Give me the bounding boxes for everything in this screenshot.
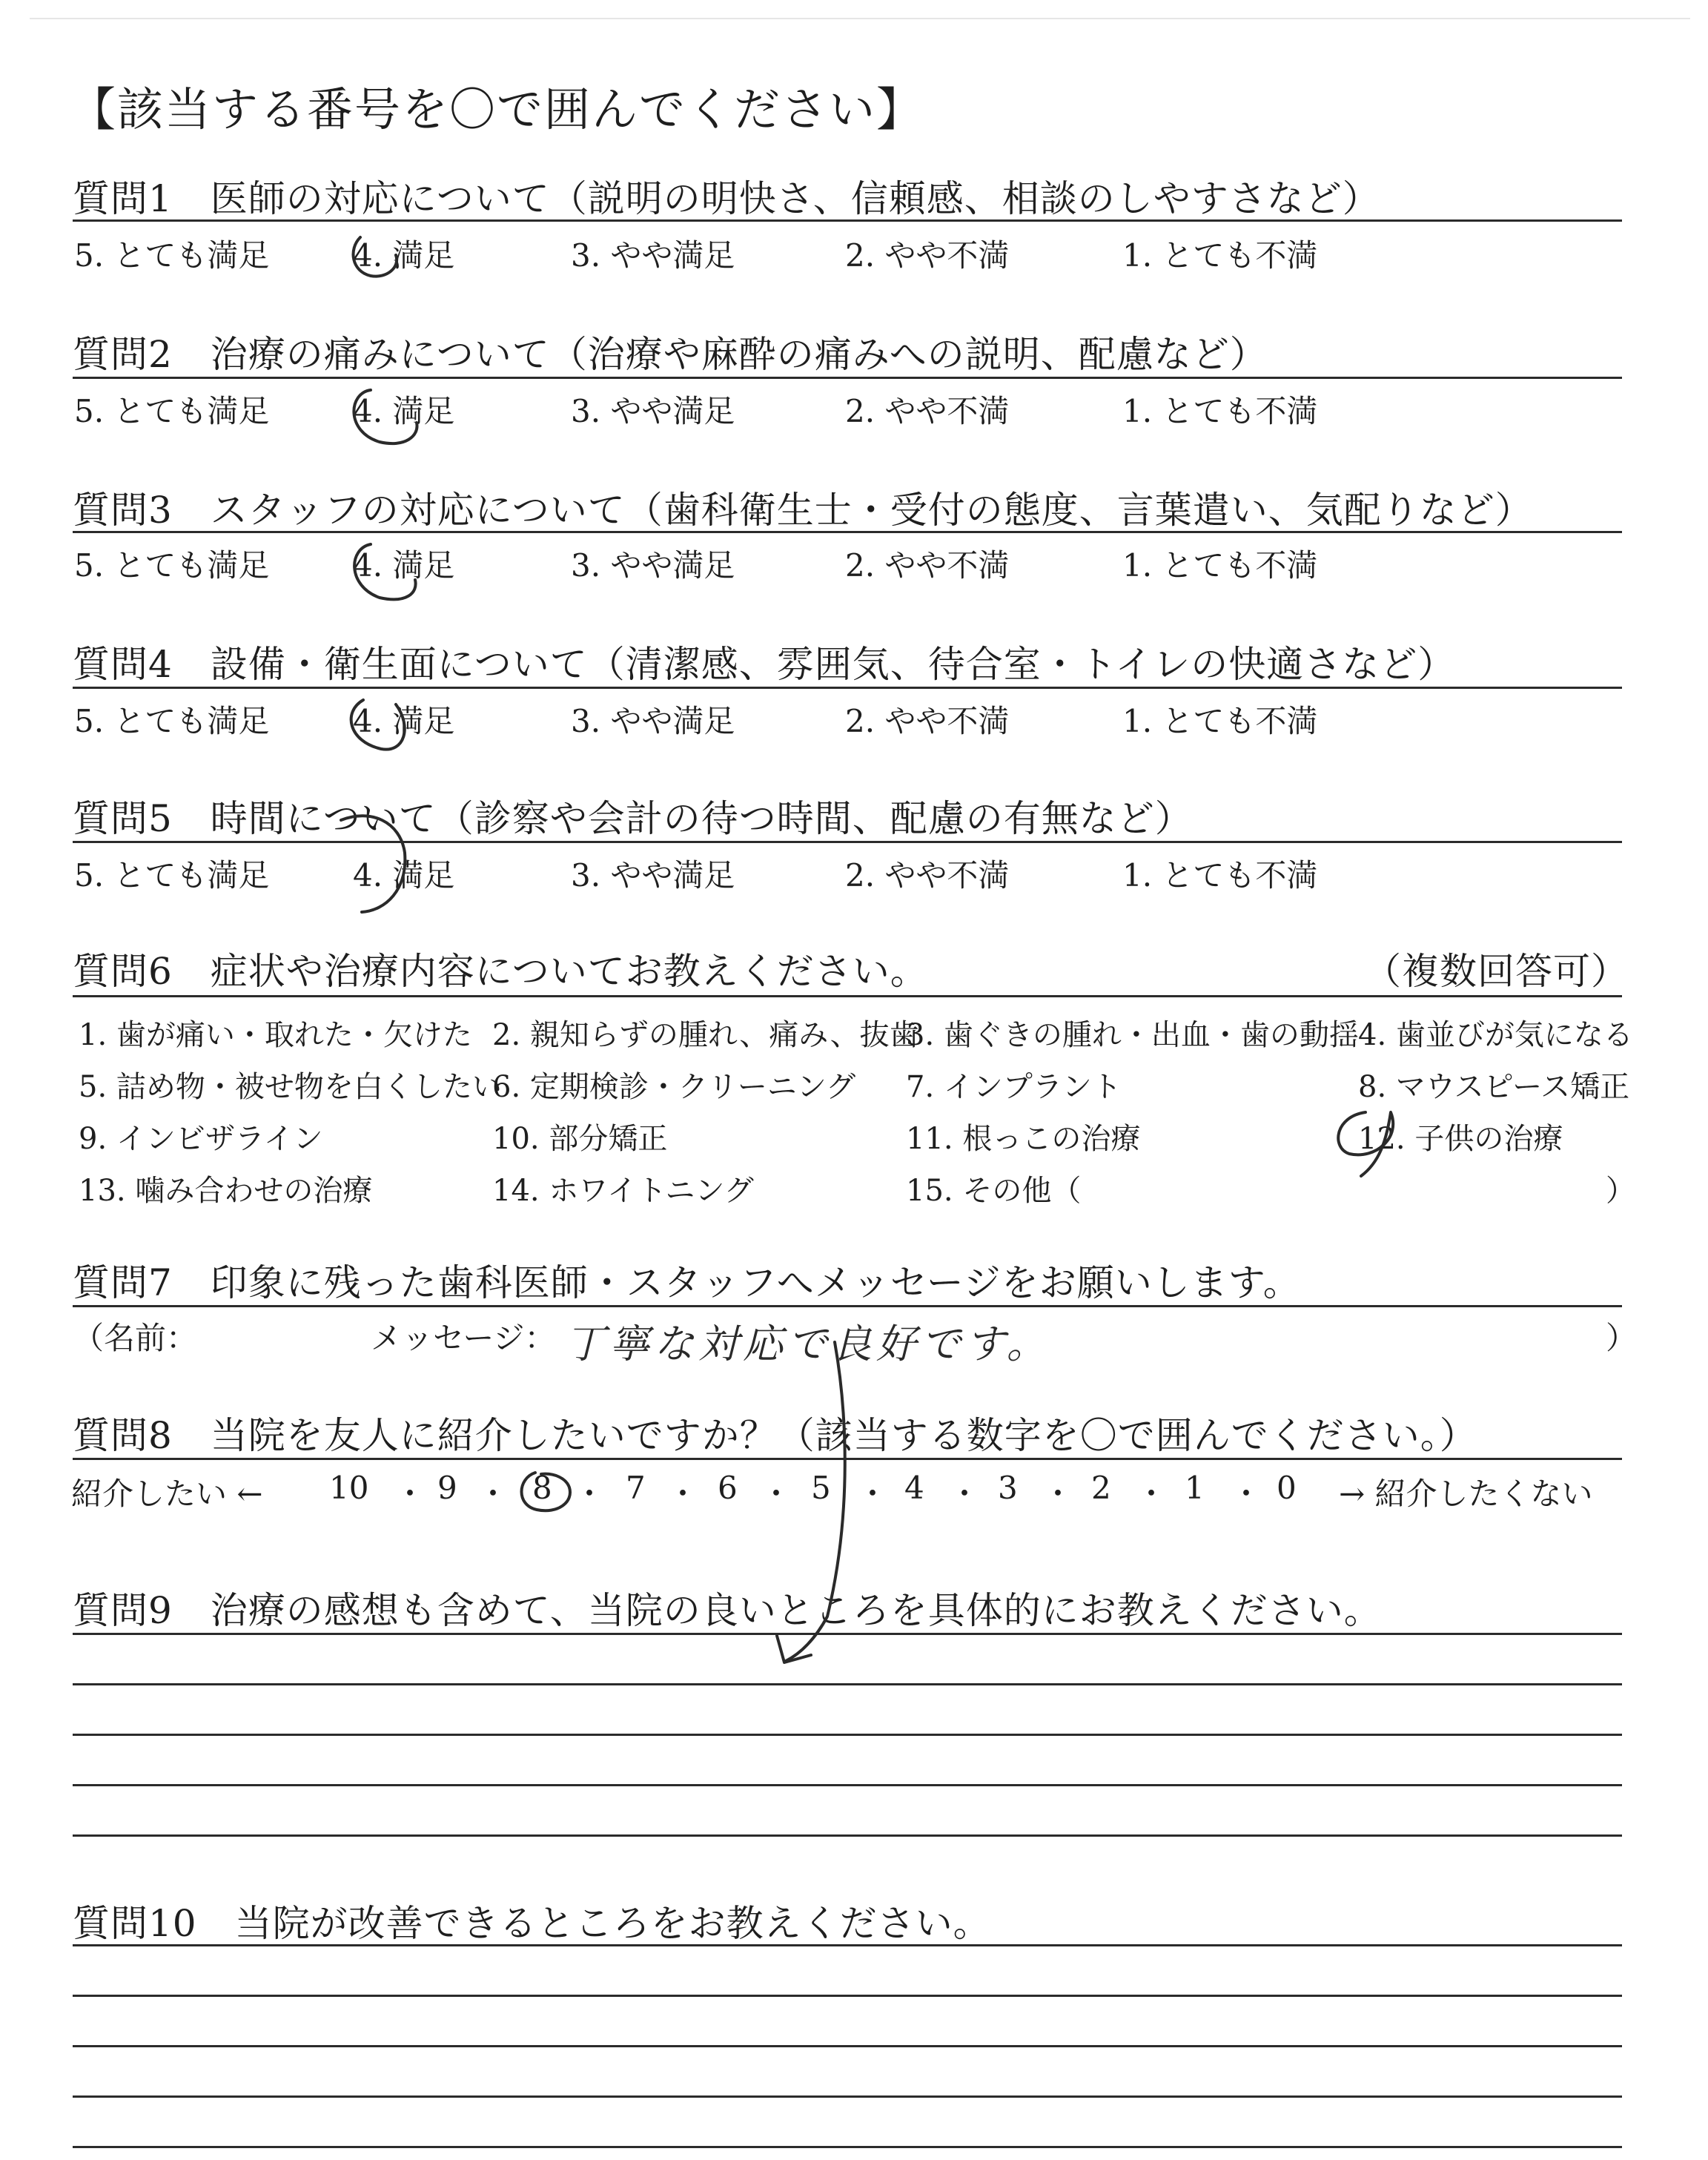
top-border (30, 18, 1690, 19)
scale-dot: ・ (667, 1476, 699, 1512)
option-2[interactable]: 2. やや不満 (845, 393, 1010, 429)
scale-dot: ・ (1136, 1476, 1168, 1512)
scale-dot: ・ (761, 1476, 792, 1512)
scale-dot: ・ (949, 1476, 981, 1512)
option-4[interactable]: 4. 満足 (353, 393, 455, 429)
question-6-rule (73, 995, 1622, 997)
option-2[interactable]: 2. やや不満 (845, 237, 1010, 274)
question-6-title: 質問6 症状や治療内容についてお教えください。 (73, 950, 928, 993)
option-1[interactable]: 1. とても不満 (1122, 237, 1318, 274)
symptom-item[interactable]: 7. インプラント (906, 1070, 1122, 1104)
option-4[interactable]: 4. 満足 (353, 547, 455, 584)
scale-value[interactable]: 7 (626, 1470, 646, 1506)
question-4-rule (73, 687, 1622, 689)
symptom-item[interactable]: 14. ホワイトニング (492, 1174, 754, 1208)
other-close-paren: ） (1606, 1174, 1635, 1208)
option-5[interactable]: 5. とても満足 (74, 393, 270, 429)
option-2[interactable]: 2. やや不満 (845, 703, 1010, 739)
scale-value[interactable]: 6 (718, 1470, 738, 1506)
option-4[interactable]: 4. 満足 (353, 703, 455, 739)
scale-right-label: → 紹介したくない (1339, 1476, 1593, 1512)
question-2-title: 質問2 治療の痛みについて（治療や麻酔の痛みへの説明、配慮など） (73, 333, 1268, 376)
scale-dot: ・ (857, 1476, 889, 1512)
option-3[interactable]: 3. やや満足 (571, 857, 735, 894)
option-1[interactable]: 1. とても不満 (1122, 857, 1318, 894)
symptom-item[interactable]: 15. その他（ (906, 1174, 1082, 1208)
answer-line (73, 2146, 1622, 2148)
option-2[interactable]: 2. やや不満 (845, 547, 1010, 584)
question-9-title: 質問9 治療の感想も含めて、当院の良いところを具体的にお教えください。 (73, 1589, 1382, 1632)
option-1[interactable]: 1. とても不満 (1122, 703, 1318, 739)
answer-line (73, 2095, 1622, 2098)
message-close-paren: ） (1606, 1320, 1638, 1356)
message-label: メッセージ： (371, 1320, 556, 1356)
symptom-item[interactable]: 1. 歯が痛い・取れた・欠けた (79, 1018, 472, 1052)
symptom-item[interactable]: 3. 歯ぐきの腫れ・出血・歯の動揺 (906, 1018, 1359, 1052)
scale-dot: ・ (1231, 1476, 1262, 1512)
option-5[interactable]: 5. とても満足 (74, 237, 270, 274)
scale-value[interactable]: 8 (532, 1470, 552, 1506)
scale-dot: ・ (1042, 1476, 1074, 1512)
question-4-title: 質問4 設備・衛生面について（清潔感、雰囲気、待合室・トイレの快適さなど） (73, 643, 1456, 686)
scale-value[interactable]: 9 (437, 1470, 457, 1506)
option-3[interactable]: 3. やや満足 (571, 703, 735, 739)
symptom-item[interactable]: 8. マウスピース矯正 (1358, 1070, 1630, 1104)
answer-line (73, 1995, 1622, 1997)
option-5[interactable]: 5. とても満足 (74, 857, 270, 894)
symptom-item[interactable]: 5. 詰め物・被せ物を白くしたい (79, 1070, 502, 1104)
question-3-title: 質問3 スタッフの対応について（歯科衛生士・受付の態度、言葉遣い、気配りなど） (73, 489, 1533, 532)
scale-dot: ・ (394, 1476, 426, 1512)
scale-value[interactable]: 2 (1091, 1470, 1111, 1506)
answer-line (73, 1784, 1622, 1786)
answer-line (73, 1944, 1622, 1946)
handwritten-message: 丁寧な対応で良好です。 (565, 1321, 1051, 1367)
scale-value[interactable]: 5 (811, 1470, 831, 1506)
symptom-item[interactable]: 12. 子供の治療 (1358, 1122, 1563, 1156)
question-8-rule (73, 1458, 1622, 1460)
option-5[interactable]: 5. とても満足 (74, 547, 270, 584)
question-3-rule (73, 531, 1622, 533)
question-2-rule (73, 377, 1622, 379)
scale-dot: ・ (574, 1476, 606, 1512)
scale-value[interactable]: 0 (1277, 1470, 1297, 1506)
name-label: （名前： (73, 1320, 198, 1356)
answer-line (73, 1734, 1622, 1736)
scale-value[interactable]: 3 (998, 1470, 1018, 1506)
scale-value[interactable]: 10 (329, 1470, 369, 1506)
option-3[interactable]: 3. やや満足 (571, 547, 735, 584)
question-5-rule (73, 841, 1622, 843)
question-10-title: 質問10 当院が改善できるところをお教えください。 (73, 1902, 991, 1945)
question-5-title: 質問5 時間について（診察や会計の待つ時間、配慮の有無など） (73, 797, 1193, 840)
question-6-note: （複数回答可） (1364, 950, 1629, 993)
symptom-item[interactable]: 9. インビザライン (79, 1122, 323, 1156)
scale-left-label: 紹介したい ← (71, 1476, 263, 1512)
question-1-title: 質問1 医師の対応について（説明の明快さ、信頼感、相談のしやすさなど） (73, 177, 1380, 220)
option-4[interactable]: 4. 満足 (353, 237, 455, 274)
page-title: 【該当する番号を〇で囲んでください】 (70, 82, 924, 136)
symptom-item[interactable]: 4. 歯並びが気になる (1358, 1018, 1633, 1052)
question-8-title: 質問8 当院を友人に紹介したいですか？（該当する数字を〇で囲んでください。） (73, 1414, 1477, 1457)
answer-line (73, 1834, 1622, 1837)
symptom-item[interactable]: 2. 親知らずの腫れ、痛み、抜歯 (492, 1018, 919, 1052)
question-7-rule (73, 1305, 1622, 1307)
option-3[interactable]: 3. やや満足 (571, 237, 735, 274)
arrow-head (777, 1636, 811, 1662)
question-7-title: 質問7 印象に残った歯科医師・スタッフへメッセージをお願いします。 (73, 1261, 1301, 1304)
symptom-item[interactable]: 10. 部分矯正 (492, 1122, 668, 1156)
answer-line (73, 1683, 1622, 1685)
scale-value[interactable]: 1 (1185, 1470, 1205, 1506)
answer-line (73, 2045, 1622, 2047)
symptom-item[interactable]: 13. 噛み合わせの治療 (79, 1174, 373, 1208)
symptom-item[interactable]: 11. 根っこの治療 (906, 1122, 1141, 1156)
option-1[interactable]: 1. とても不満 (1122, 547, 1318, 584)
scale-value[interactable]: 4 (904, 1470, 924, 1506)
option-1[interactable]: 1. とても不満 (1122, 393, 1318, 429)
option-3[interactable]: 3. やや満足 (571, 393, 735, 429)
answer-line (73, 1633, 1622, 1635)
option-2[interactable]: 2. やや不満 (845, 857, 1010, 894)
symptom-item[interactable]: 6. 定期検診・クリーニング (492, 1070, 856, 1104)
option-5[interactable]: 5. とても満足 (74, 703, 270, 739)
question-1-rule (73, 219, 1622, 222)
option-4[interactable]: 4. 満足 (353, 857, 455, 894)
scale-dot: ・ (477, 1476, 509, 1512)
